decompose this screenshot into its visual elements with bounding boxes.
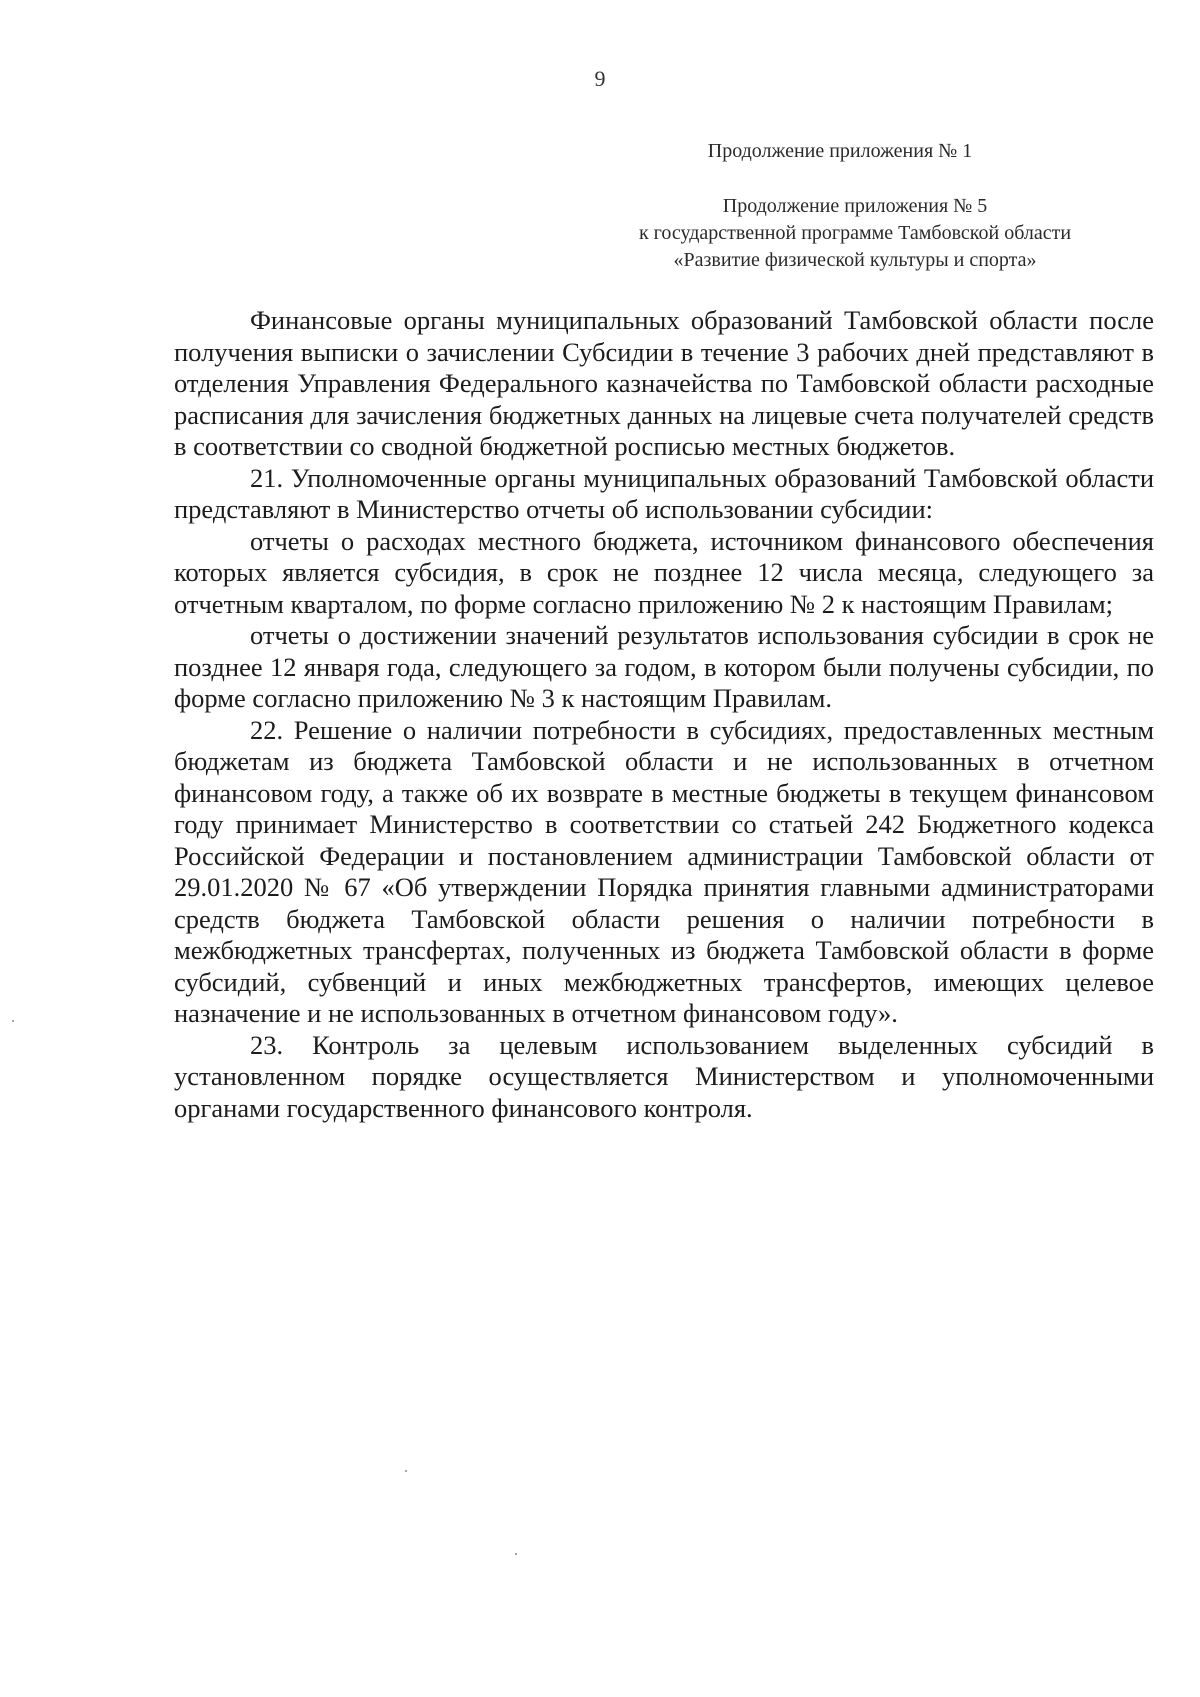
paragraph-result-reports: отчеты о достижении значений результатов использования субсидии в срок не позднее 12 января года, следующего за годом, в котором были получены субсидии, по форме согласно приложению № 3 к настоящим Правилам. <box>174 620 1154 713</box>
document-body <box>174 305 1154 1124</box>
paragraph-financial-bodies: Финансовые органы муниципальных образований Тамбовской области после получения выписки о зачислении Субсидии в течение 3 рабочих дней представляют в отделения Управления Федерального казначейства по Тамбовской области расходные расписания для зачисления бюджетных данных на лицевые счета получателей средств в соответствии со сводной бюджетной росписью местных бюджетов. <box>174 305 1154 461</box>
scan-speck <box>12 1020 14 1022</box>
page-number: 9 <box>594 66 606 91</box>
annex-5-program-name: «Развитие физической культуры и спорта» <box>673 249 1037 271</box>
paragraph-22: 22. Решение о наличии потребности в субсидиях, предоставленных местным бюджетам из бюджета Тамбовской области и не использованных в отчетном финансовом году, а также об их возврате в местные бюджеты в текущем финансовом году принимает Министерство в соответствии со статьей 242 Бюджетного кодекса Российской Федерации и постановлением администрации Тамбовской области от 29.01.2020 № 67 «Об утверждении Порядка принятия главными администраторами средств бюджета Тамбовской области решения о наличии потребности в межбюджетных трансфертах, полученных из бюджета Тамбовской области в форме субсидий, субвенций и иных межбюджетных трансфертов, имеющих целевое назначение и не использованных в отчетном финансовом году». <box>174 714 1154 1028</box>
annex-5-title: Продолжение приложения № 5 <box>722 195 988 217</box>
scan-speck <box>515 1553 517 1555</box>
annex-5-header <box>560 193 1150 274</box>
scan-speck <box>405 1470 407 1472</box>
annex-1-continuation: Продолжение приложения № 1 <box>707 140 973 162</box>
paragraph-23: 23. Контроль за целевым использованием выделенных субсидий в установленном порядке осуществляется Министерством и уполномоченными органами государственного финансового контроля. <box>174 1029 1154 1123</box>
paragraph-21: 21. Уполномоченные органы муниципальных образований Тамбовской области представляют в Министерство отчеты об использовании субсидии: <box>174 462 1154 524</box>
paragraph-expense-reports: отчеты о расходах местного бюджета, источником финансового обеспечения которых является субсидия, в срок не позднее 12 числа месяца, следующего за отчетным кварталом, по форме согласно приложению № 2 к настоящим Правилам; <box>174 525 1154 619</box>
annex-5-program: к государственной программе Тамбовской области <box>638 222 1072 244</box>
